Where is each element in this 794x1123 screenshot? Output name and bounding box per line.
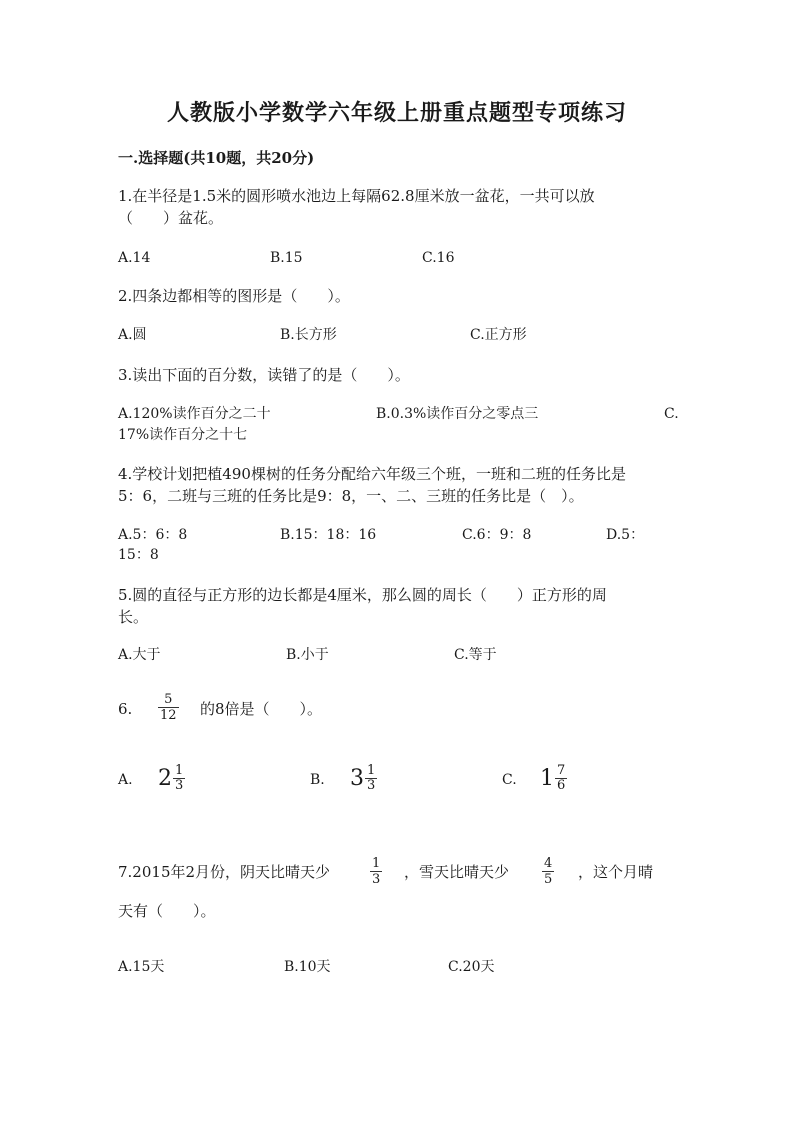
- fraction-numerator: 4: [544, 856, 553, 871]
- page-title: 人教版小学数学六年级上册重点题型专项练习: [166, 100, 627, 126]
- question-6-fraction: [158, 692, 179, 723]
- question-5-option-b: B.小于: [286, 647, 329, 663]
- question-4-line-2: 5：6，二班与三班的任务比是9：8，一、二、三班的任务比是（ ）。: [118, 487, 584, 505]
- question-1-line-2: （ ）盆花。: [118, 209, 224, 227]
- question-2-line-1: 2.四条边都相等的图形是（ ）。: [118, 287, 350, 305]
- fraction-denominator: 12: [160, 708, 177, 723]
- fraction-numerator: 1: [367, 763, 376, 778]
- fraction-denominator: 3: [367, 778, 376, 793]
- fraction-numerator: 1: [372, 856, 381, 871]
- question-7-option-c: C.20天: [448, 959, 495, 975]
- question-6-number: 6.: [118, 700, 133, 718]
- question-3-option-c: C.: [664, 406, 679, 422]
- question-1-option-b: B.15: [270, 250, 303, 266]
- question-6-option-a-label: A.: [118, 772, 133, 788]
- question-3-option-b: B.0.3%读作百分之零点三: [376, 406, 539, 422]
- question-7-part-3: ，这个月晴: [578, 863, 654, 881]
- mixed-fraction: [555, 764, 567, 793]
- question-2-option-c: C.正方形: [470, 327, 527, 343]
- fraction-denominator: 3: [372, 872, 381, 887]
- fraction-numerator: 7: [557, 763, 566, 778]
- question-4-option-a: A.5：6：8: [118, 527, 188, 543]
- section-heading: 一.选择题(共10题，共20分): [118, 149, 315, 167]
- question-7-option-a: A.15天: [118, 959, 165, 975]
- question-7-fraction-2: [542, 856, 554, 887]
- question-4-option-c: C.6：9：8: [462, 527, 532, 543]
- question-6-option-c-label: C.: [502, 772, 517, 788]
- question-2-option-a: A.圆: [118, 327, 147, 343]
- question-5-option-a: A.大于: [118, 647, 161, 663]
- fraction-numerator: 1: [175, 763, 184, 778]
- mixed-whole: 2: [158, 766, 172, 791]
- question-6-option-a-value: [158, 764, 185, 793]
- mixed-fraction: [365, 764, 377, 793]
- question-6-text: 的8倍是（ ）。: [200, 700, 323, 718]
- question-6-option-b-label: B.: [310, 772, 325, 788]
- question-3-option-c-text: 17%读作百分之十七: [118, 427, 248, 443]
- mixed-whole: 3: [350, 766, 364, 791]
- question-4-option-d-text: 15：8: [118, 547, 159, 563]
- question-4-option-b: B.15：18：16: [280, 527, 377, 543]
- mixed-whole: 1: [540, 766, 554, 791]
- fraction-denominator: 5: [544, 872, 553, 887]
- question-4-option-d: D.5：: [606, 527, 645, 543]
- fraction-numerator: 5: [164, 692, 173, 707]
- question-7-option-b: B.10天: [284, 959, 331, 975]
- question-6-option-b-value: [350, 764, 377, 793]
- question-5-line-1: 5.圆的直径与正方形的边长都是4厘米，那么圆的周长（ ）正方形的周: [118, 586, 607, 604]
- question-6-option-c-value: [540, 764, 567, 793]
- fraction-denominator: 6: [557, 778, 566, 793]
- question-4-line-1: 4.学校计划把植490棵树的任务分配给六年级三个班，一班和二班的任务比是: [118, 465, 626, 483]
- question-3-option-a: A.120%读作百分之二十: [118, 406, 271, 422]
- question-7-part-2: ，雪天比晴天少: [404, 863, 510, 881]
- question-1-line-1: 1.在半径是1.5米的圆形喷水池边上每隔62.8厘米放一盆花，一共可以放: [118, 187, 595, 205]
- question-1-option-c: C.16: [422, 250, 455, 266]
- question-1-option-a: A.14: [118, 250, 151, 266]
- question-7-fraction-1: [370, 856, 382, 887]
- fraction-denominator: 3: [175, 778, 184, 793]
- question-2-option-b: B.长方形: [280, 327, 337, 343]
- question-5-option-c: C.等于: [454, 647, 497, 663]
- mixed-fraction: [173, 764, 185, 793]
- question-7-line-2: 天有（ ）。: [118, 902, 216, 920]
- question-3-line-1: 3.读出下面的百分数，读错了的是（ ）。: [118, 366, 410, 384]
- question-7-part-1: 7.2015年2月份，阴天比晴天少: [118, 863, 331, 881]
- question-5-line-2: 长。: [118, 608, 149, 626]
